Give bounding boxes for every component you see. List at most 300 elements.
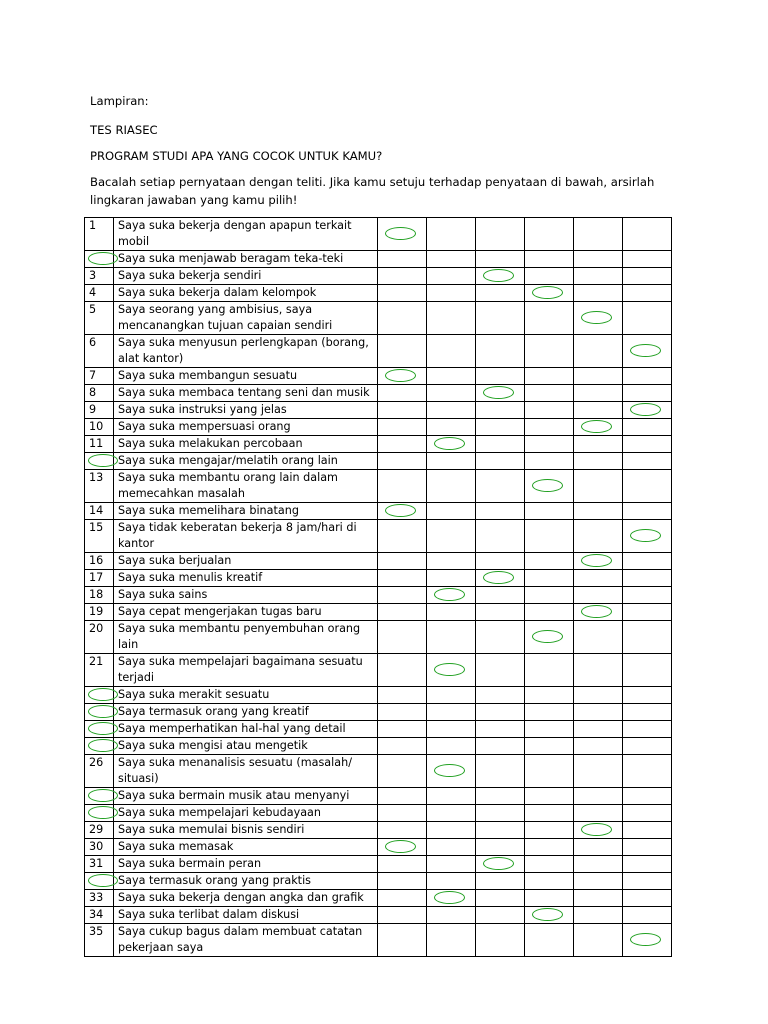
answer-cell-3[interactable] [476,856,525,873]
answer-cell-2[interactable] [427,687,476,704]
answer-cell-4[interactable] [525,687,574,704]
question-heading: PROGRAM STUDI APA YANG COCOK UNTUK KAMU? [90,149,383,163]
answer-cell-1[interactable] [378,402,427,419]
answer-cell-6[interactable] [623,805,672,822]
item-number: 26 [89,756,104,769]
answer-circle[interactable] [581,311,612,324]
answer-cell-5[interactable] [574,470,623,503]
answer-cell-2[interactable] [427,856,476,873]
answer-cell-3[interactable] [476,621,525,654]
answer-cell-6[interactable] [623,470,672,503]
answer-cell-2[interactable] [427,570,476,587]
answer-cell-5[interactable] [574,587,623,604]
answer-cell-6[interactable] [623,873,672,890]
answer-cell-1[interactable] [378,335,427,368]
answer-cell-6[interactable] [623,503,672,520]
answer-cell-5[interactable] [574,788,623,805]
statement-cell: Saya suka berjualan [114,553,378,570]
answer-cell-5[interactable] [574,822,623,839]
item-number: 20 [89,622,104,635]
answer-cell-1[interactable] [378,654,427,687]
item-number: 15 [89,521,104,534]
answer-cell-1[interactable] [378,721,427,738]
item-number-cell [85,704,114,721]
answer-cell-3[interactable] [476,587,525,604]
table-row [85,268,672,285]
item-number: 34 [89,908,104,921]
answer-cell-6[interactable] [623,368,672,385]
answer-cell-6[interactable] [623,570,672,587]
answer-cell-5[interactable] [574,654,623,687]
item-number-cell [85,385,114,402]
answer-cell-3[interactable] [476,822,525,839]
answer-cell-4[interactable] [525,704,574,721]
answer-cell-2[interactable] [427,604,476,621]
item-number-cell [85,805,114,822]
answer-cell-6[interactable] [623,907,672,924]
item-number: 7 [89,369,97,382]
answer-cell-1[interactable] [378,738,427,755]
answer-cell-6[interactable] [623,520,672,553]
answer-cell-2[interactable] [427,621,476,654]
answer-cell-4[interactable] [525,385,574,402]
item-number-cell [85,553,114,570]
answer-cell-5[interactable] [574,687,623,704]
answer-circle[interactable] [532,630,563,643]
answer-cell-6[interactable] [623,788,672,805]
answer-cell-4[interactable] [525,402,574,419]
answer-cell-3[interactable] [476,419,525,436]
item-number: 16 [89,554,104,567]
answer-circle[interactable] [630,529,661,542]
answer-cell-6[interactable] [623,721,672,738]
answer-cell-2[interactable] [427,218,476,251]
answer-cell-5[interactable] [574,302,623,335]
answer-cell-3[interactable] [476,470,525,503]
answer-cell-1[interactable] [378,822,427,839]
answer-cell-3[interactable] [476,570,525,587]
answer-cell-6[interactable] [623,302,672,335]
instructions: Bacalah setiap pernyataan dengan teliti. Jika kamu setuju terhadap penyataan di bawah, arsirlah lingkaran jawaban yang kamu pilih! [90,175,655,207]
answer-cell-3[interactable] [476,704,525,721]
answer-cell-1[interactable] [378,604,427,621]
answer-cell-2[interactable] [427,839,476,856]
answer-cell-4[interactable] [525,453,574,470]
statement-cell: Saya cepat mengerjakan tugas baru [114,604,378,621]
answer-cell-3[interactable] [476,385,525,402]
answer-cell-5[interactable] [574,285,623,302]
answer-cell-2[interactable] [427,419,476,436]
answer-cell-1[interactable] [378,755,427,788]
answer-cell-4[interactable] [525,805,574,822]
answer-cell-6[interactable] [623,553,672,570]
item-number: 33 [89,891,104,904]
answer-cell-6[interactable] [623,436,672,453]
answer-circle[interactable] [483,571,514,584]
answer-circle[interactable] [434,663,465,676]
attachment-label: Lampiran: [90,94,149,108]
answer-cell-1[interactable] [378,436,427,453]
answer-cell-2[interactable] [427,268,476,285]
answer-cell-5[interactable] [574,385,623,402]
item-number-cell [85,503,114,520]
answer-cell-1[interactable] [378,570,427,587]
answer-cell-3[interactable] [476,788,525,805]
statement-cell: Saya suka membaca tentang seni dan musik [114,385,378,402]
table-row [85,335,672,368]
statement-cell: Saya cukup bagus dalam membuat catatan pekerjaan saya [114,924,378,957]
answer-cell-4[interactable] [525,604,574,621]
answer-cell-2[interactable] [427,654,476,687]
answer-cell-1[interactable] [378,470,427,503]
table-row [85,873,672,890]
answer-cell-5[interactable] [574,755,623,788]
answer-circle[interactable] [483,386,514,399]
answer-cell-6[interactable] [623,218,672,251]
answer-cell-3[interactable] [476,218,525,251]
answer-cell-6[interactable] [623,453,672,470]
item-number-cell [85,687,114,704]
answer-cell-2[interactable] [427,738,476,755]
answer-circle[interactable] [483,269,514,282]
answer-cell-6[interactable] [623,402,672,419]
answer-cell-4[interactable] [525,285,574,302]
answer-cell-1[interactable] [378,873,427,890]
answer-cell-1[interactable] [378,251,427,268]
answer-cell-2[interactable] [427,285,476,302]
answer-cell-6[interactable] [623,335,672,368]
answer-cell-4[interactable] [525,890,574,907]
answer-cell-1[interactable] [378,553,427,570]
answer-circle[interactable] [385,227,416,240]
answer-cell-2[interactable] [427,587,476,604]
answer-cell-1[interactable] [378,385,427,402]
answer-circle[interactable] [434,891,465,904]
answer-cell-1[interactable] [378,285,427,302]
table-row [85,302,672,335]
answer-cell-2[interactable] [427,470,476,503]
answer-cell-2[interactable] [427,704,476,721]
answer-cell-1[interactable] [378,890,427,907]
item-number: 10 [89,420,104,433]
answer-cell-3[interactable] [476,285,525,302]
answer-circle[interactable] [581,823,612,836]
answer-cell-1[interactable] [378,924,427,957]
item-number-cell [85,788,114,805]
answer-circle[interactable] [434,437,465,450]
statement-cell: Saya seorang yang ambisius, saya mencanangkan tujuan capaian sendiri [114,302,378,335]
answer-cell-3[interactable] [476,738,525,755]
answer-cell-4[interactable] [525,419,574,436]
answer-circle[interactable] [434,588,465,601]
answer-cell-1[interactable] [378,621,427,654]
answer-cell-5[interactable] [574,402,623,419]
answer-cell-4[interactable] [525,873,574,890]
answer-cell-5[interactable] [574,419,623,436]
answer-cell-1[interactable] [378,218,427,251]
answer-cell-6[interactable] [623,704,672,721]
answer-cell-2[interactable] [427,385,476,402]
answer-cell-5[interactable] [574,839,623,856]
answer-cell-5[interactable] [574,704,623,721]
answer-cell-6[interactable] [623,385,672,402]
answer-cell-4[interactable] [525,654,574,687]
table-row [85,453,672,470]
answer-cell-4[interactable] [525,520,574,553]
statement-cell: Saya suka membangun sesuatu [114,368,378,385]
answer-cell-2[interactable] [427,822,476,839]
answer-cell-2[interactable] [427,402,476,419]
statement-cell: Saya suka mempersuasi orang [114,419,378,436]
answer-cell-6[interactable] [623,856,672,873]
answer-cell-4[interactable] [525,839,574,856]
answer-cell-6[interactable] [623,755,672,788]
answer-circle[interactable] [532,286,563,299]
answer-cell-1[interactable] [378,368,427,385]
answer-cell-4[interactable] [525,268,574,285]
answer-cell-3[interactable] [476,890,525,907]
item-number-cell [85,268,114,285]
table-row [85,721,672,738]
answer-cell-5[interactable] [574,570,623,587]
answer-cell-1[interactable] [378,503,427,520]
answer-cell-1[interactable] [378,587,427,604]
answer-cell-4[interactable] [525,553,574,570]
table-row [85,907,672,924]
item-number: 11 [89,437,104,450]
answer-circle[interactable] [385,369,416,382]
answer-cell-2[interactable] [427,788,476,805]
answer-circle[interactable] [434,764,465,777]
answer-circle[interactable] [483,857,514,870]
answer-cell-4[interactable] [525,822,574,839]
answer-cell-1[interactable] [378,302,427,335]
answer-cell-6[interactable] [623,587,672,604]
answer-cell-5[interactable] [574,251,623,268]
table-row [85,285,672,302]
answer-circle[interactable] [385,840,416,853]
answer-cell-4[interactable] [525,570,574,587]
item-number-cell [85,839,114,856]
answer-cell-4[interactable] [525,738,574,755]
item-number-cell [85,924,114,957]
answer-cell-4[interactable] [525,621,574,654]
answer-cell-3[interactable] [476,251,525,268]
table-row [85,755,672,788]
answer-cell-4[interactable] [525,251,574,268]
answer-cell-3[interactable] [476,503,525,520]
table-row [85,738,672,755]
answer-circle[interactable] [630,933,661,946]
answer-cell-6[interactable] [623,890,672,907]
answer-cell-6[interactable] [623,839,672,856]
answer-cell-5[interactable] [574,924,623,957]
statement-cell: Saya suka mengajar/melatih orang lain [114,453,378,470]
answer-cell-4[interactable] [525,924,574,957]
answer-cell-3[interactable] [476,520,525,553]
answer-cell-4[interactable] [525,218,574,251]
answer-cell-1[interactable] [378,907,427,924]
answer-cell-1[interactable] [378,856,427,873]
answer-cell-5[interactable] [574,553,623,570]
answer-circle[interactable] [385,504,416,517]
item-number: 18 [89,588,104,601]
statement-cell: Saya suka bermain musik atau menyanyi [114,788,378,805]
answer-circle[interactable] [581,605,612,618]
answer-cell-4[interactable] [525,788,574,805]
answer-cell-5[interactable] [574,856,623,873]
answer-cell-5[interactable] [574,721,623,738]
answer-cell-3[interactable] [476,335,525,368]
item-number-cell [85,251,114,268]
table-row [85,704,672,721]
answer-circle[interactable] [581,420,612,433]
answer-cell-2[interactable] [427,520,476,553]
answer-circle[interactable] [630,403,661,416]
answer-cell-1[interactable] [378,419,427,436]
answer-cell-6[interactable] [623,621,672,654]
answer-cell-2[interactable] [427,453,476,470]
answer-cell-6[interactable] [623,285,672,302]
statement-cell: Saya suka bekerja dengan apapun terkait mobil [114,218,378,251]
answer-circle[interactable] [532,479,563,492]
answer-cell-2[interactable] [427,251,476,268]
answer-cell-2[interactable] [427,503,476,520]
answer-cell-5[interactable] [574,218,623,251]
item-number-cell [85,436,114,453]
answer-cell-1[interactable] [378,839,427,856]
item-number-cell [85,470,114,503]
answer-cell-3[interactable] [476,368,525,385]
answer-cell-2[interactable] [427,755,476,788]
answer-cell-4[interactable] [525,335,574,368]
item-number: 9 [89,403,97,416]
statement-cell: Saya suka bekerja dalam kelompok [114,285,378,302]
answer-cell-4[interactable] [525,721,574,738]
answer-circle[interactable] [581,554,612,567]
answer-cell-5[interactable] [574,604,623,621]
answer-cell-3[interactable] [476,654,525,687]
answer-cell-2[interactable] [427,368,476,385]
answer-cell-6[interactable] [623,419,672,436]
answer-cell-4[interactable] [525,856,574,873]
answer-cell-4[interactable] [525,755,574,788]
answer-cell-3[interactable] [476,805,525,822]
answer-cell-6[interactable] [623,738,672,755]
item-number-cell [85,890,114,907]
answer-cell-3[interactable] [476,755,525,788]
answer-cell-4[interactable] [525,302,574,335]
answer-cell-2[interactable] [427,335,476,368]
statement-cell: Saya suka menjawab beragam teka-teki [114,251,378,268]
answer-cell-5[interactable] [574,436,623,453]
answer-cell-6[interactable] [623,822,672,839]
item-number-cell [85,402,114,419]
answer-cell-1[interactable] [378,805,427,822]
answer-cell-1[interactable] [378,687,427,704]
answer-cell-2[interactable] [427,436,476,453]
answer-cell-6[interactable] [623,604,672,621]
answer-cell-4[interactable] [525,368,574,385]
answer-cell-1[interactable] [378,453,427,470]
answer-cell-3[interactable] [476,687,525,704]
answer-cell-2[interactable] [427,890,476,907]
answer-cell-3[interactable] [476,839,525,856]
answer-cell-3[interactable] [476,302,525,335]
answer-cell-5[interactable] [574,873,623,890]
answer-cell-6[interactable] [623,251,672,268]
answer-cell-3[interactable] [476,268,525,285]
answer-cell-5[interactable] [574,805,623,822]
answer-cell-6[interactable] [623,924,672,957]
answer-cell-1[interactable] [378,268,427,285]
table-row [85,218,672,251]
answer-circle[interactable] [630,344,661,357]
table-row [85,621,672,654]
answer-cell-5[interactable] [574,738,623,755]
answer-cell-2[interactable] [427,721,476,738]
answer-cell-1[interactable] [378,704,427,721]
answer-cell-2[interactable] [427,907,476,924]
answer-cell-3[interactable] [476,453,525,470]
answer-cell-2[interactable] [427,924,476,957]
item-number: 3 [89,269,97,282]
answer-cell-6[interactable] [623,268,672,285]
item-number-cell [85,621,114,654]
answer-cell-4[interactable] [525,587,574,604]
statement-cell: Saya suka memulai bisnis sendiri [114,822,378,839]
answer-cell-6[interactable] [623,687,672,704]
answer-cell-1[interactable] [378,788,427,805]
answer-cell-3[interactable] [476,924,525,957]
statement-cell: Saya memperhatikan hal-hal yang detail [114,721,378,738]
answer-cell-6[interactable] [623,654,672,687]
statement-cell: Saya suka bermain peran [114,856,378,873]
answer-cell-1[interactable] [378,520,427,553]
item-number-cell [85,302,114,335]
answer-cell-2[interactable] [427,553,476,570]
answer-cell-3[interactable] [476,402,525,419]
answer-cell-5[interactable] [574,453,623,470]
answer-circle[interactable] [532,908,563,921]
answer-cell-5[interactable] [574,368,623,385]
answer-cell-5[interactable] [574,335,623,368]
answer-cell-5[interactable] [574,890,623,907]
answer-cell-2[interactable] [427,302,476,335]
answer-cell-3[interactable] [476,604,525,621]
answer-cell-3[interactable] [476,436,525,453]
answer-cell-4[interactable] [525,907,574,924]
answer-cell-2[interactable] [427,873,476,890]
answer-cell-5[interactable] [574,520,623,553]
answer-cell-5[interactable] [574,621,623,654]
answer-cell-2[interactable] [427,805,476,822]
answer-cell-5[interactable] [574,503,623,520]
answer-cell-3[interactable] [476,873,525,890]
test-title: TES RIASEC [90,123,158,137]
answer-cell-4[interactable] [525,503,574,520]
answer-cell-3[interactable] [476,907,525,924]
answer-cell-5[interactable] [574,268,623,285]
statement-cell: Saya tidak keberatan bekerja 8 jam/hari di kantor [114,520,378,553]
answer-cell-3[interactable] [476,553,525,570]
table-row [85,890,672,907]
answer-cell-4[interactable] [525,436,574,453]
answer-cell-3[interactable] [476,721,525,738]
answer-cell-5[interactable] [574,907,623,924]
answer-cell-4[interactable] [525,470,574,503]
item-number-cell [85,570,114,587]
